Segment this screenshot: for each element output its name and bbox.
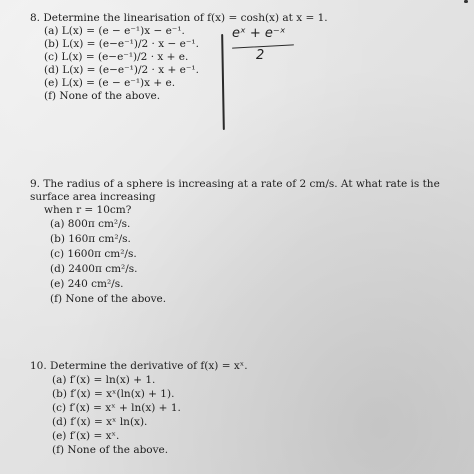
ink-mark [464, 0, 468, 3]
question-stem: 10. Determine the derivative of f(x) = xˣ. [30, 360, 248, 372]
answer-option-e: (e) L(x) = (e − e⁻¹)x + e. [44, 77, 176, 89]
answer-option-c: (c) f′(x) = xˣ + ln(x) + 1. [52, 402, 181, 414]
answer-option-e: (e) f′(x) = xˣ. [52, 430, 120, 442]
answer-option-b: (b) L(x) = (e−e⁻¹)/2 · x − e⁻¹. [44, 38, 199, 50]
handwritten-numerator: eˣ + e⁻ˣ [232, 26, 286, 41]
question-10 [30, 360, 248, 457]
answer-option-c: (c) 1600π cm²/s. [50, 248, 137, 260]
answer-option-c: (c) L(x) = (e−e⁻¹)/2 · x + e. [44, 51, 189, 63]
answer-option-f: (f) None of the above. [52, 444, 169, 456]
answer-option-d: (d) 2400π cm²/s. [50, 263, 138, 275]
answer-option-f: (f) None of the above. [50, 293, 167, 305]
answer-option-a: (a) L(x) = (e − e⁻¹)x − e⁻¹. [44, 25, 185, 37]
answer-option-a: (a) f′(x) = ln(x) + 1. [52, 374, 156, 386]
answer-option-b: (b) f′(x) = xˣ(ln(x) + 1). [52, 388, 175, 400]
question-9 [30, 178, 460, 307]
handwritten-denominator: 2 [256, 48, 265, 63]
question-stem: 9. The radius of a sphere is increasing at a rate of 2 cm/s. At what rate is the surface area increasing [30, 178, 440, 203]
answer-option-b: (b) 160π cm²/s. [50, 233, 131, 245]
answer-option-e: (e) 240 cm²/s. [50, 278, 124, 290]
answer-option-f: (f) None of the above. [44, 90, 161, 102]
answer-option-a: (a) 800π cm²/s. [50, 218, 131, 230]
answer-option-d: (d) f′(x) = xˣ ln(x). [52, 416, 148, 428]
answer-option-d: (d) L(x) = (e−e⁻¹)/2 · x + e⁻¹. [44, 64, 199, 76]
question-stem-continued: when r = 10cm? [44, 204, 132, 216]
question-stem: 8. Determine the linearisation of f(x) = cosh(x) at x = 1. [30, 12, 328, 24]
